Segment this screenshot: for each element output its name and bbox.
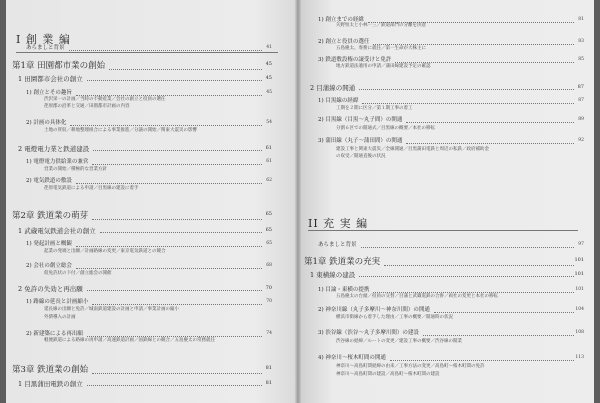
toc-page-number: 83 [578, 39, 584, 44]
toc-page-number: 41 [266, 45, 272, 50]
toc-page-number: 92 [578, 138, 584, 143]
toc-page-number: 97 [578, 242, 584, 247]
toc-entry-title: 3) 渋谷線（渋谷～丸子多摩川間）の建設 [318, 330, 419, 336]
toc-leader [87, 384, 262, 386]
toc-entry-title: 1 武蔵電気鉄道会社の創立 [18, 227, 96, 235]
toc-entry-title: 五島慶太、専務に就任／第一生命が大株主に [336, 46, 426, 51]
toc-page-number: 61 [265, 145, 272, 151]
toc-leader [76, 267, 262, 269]
toc-entry-title: 2) 電気鉄道の敷設 [26, 178, 72, 184]
toc-page-number: 101 [575, 287, 584, 292]
toc-page-number: 45 [265, 75, 272, 81]
toc-leader [76, 94, 262, 96]
toc-entry-title: 2) 神奈川線（丸子多摩川～神奈川間）の開通 [318, 307, 430, 313]
toc-leader [361, 246, 574, 248]
toc-entry-title: 2) 創立と役員の選任 [318, 39, 370, 45]
toc-entry-title: 第3章 鉄道業の創始 [12, 365, 89, 375]
toc-entry-title: 横浜市街線から着手した理由／工事の概要／開通時の状況 [336, 315, 453, 320]
toc-entry-title: 2) 目黒線（目黒～丸子間）の開通 [318, 117, 403, 123]
toc-page-number: 89 [578, 117, 584, 122]
toc-page-number: 70 [266, 299, 272, 304]
toc-page-number: 70 [265, 285, 272, 291]
toc-leader [100, 231, 262, 233]
toc-entry-title: 建設工事と関東大震災／全線開通／目黒蒲田電鉄と周辺の私鉄／政府補助金 [336, 147, 489, 152]
toc-page-number: 61 [266, 159, 272, 164]
toc-page-number: 101 [574, 257, 584, 263]
toc-entry-title: 神奈川～高島町間の建設／高島町～桜木町間の建設 [336, 372, 440, 377]
toc-leader [92, 303, 262, 305]
toc-entry-title: 矢野恒太と小林一三／鉄道部門の分離を決意 [336, 23, 426, 28]
toc-entry-title: 1 東横線の建設 [310, 271, 356, 279]
toc-entry-title: あらましと背景 [26, 45, 65, 51]
toc-page-number: 62 [266, 178, 272, 183]
toc-entry-title: 五島慶太の台頭／役員の交替／目蒲と武蔵電鉄の合併／両社の変更と本社の移転 [336, 294, 498, 299]
toc-page-number: 87 [577, 84, 584, 90]
toc-page-number: 65 [265, 211, 272, 217]
toc-entry-title: 第1章 田園都市業の創始 [12, 61, 106, 71]
toc-leader [92, 218, 262, 220]
book-gutter [295, 0, 301, 403]
toc-leader [92, 372, 262, 374]
toc-entry-title: 荏原郡の沿革と交通／田園都市計画の内容 [44, 104, 130, 109]
toc-entry-title: 3) 蒲田線（丸子～蒲田間）の開通 [318, 138, 403, 144]
toc-entry-title: 第1章 鉄道業の充実 [304, 257, 381, 267]
toc-entry-title: 1 目黒蒲田電鉄の創立 [18, 380, 83, 388]
toc-leader [390, 359, 574, 361]
toc-leader [373, 43, 574, 45]
toc-leader [434, 311, 574, 313]
toc-entry-title: の収受／開通直後の状況 [336, 154, 386, 159]
toc-entry-title: 3) 鉄道敷設権の譲受けと免許 [318, 57, 392, 63]
toc-page-number: 81 [578, 17, 584, 22]
toc-entry-title: 軽便鉄道による路線の再申請／高速鉄道計画／国鉄線との競合／五島慶太の常務就任 [44, 338, 215, 343]
toc-leader [395, 61, 574, 63]
toc-page-number: 104 [575, 307, 584, 312]
toc-page-number: 74 [266, 331, 272, 336]
left-page [6, 0, 298, 403]
toc-leader [92, 163, 262, 165]
toc-entry-title: 工期を２期に区分／第１期工事の着工 [336, 106, 413, 111]
toc-entry-title: 1) 創立とその趣旨 [26, 90, 72, 96]
toc-entry-title: 1) 発起計画と概観 [26, 241, 72, 247]
toc-leader [76, 182, 262, 184]
toc-leader [359, 88, 574, 90]
toc-entry-title: 外債導入の計画 [44, 315, 76, 320]
toc-entry-title: 4) 神奈川～桜木町間の開通 [318, 355, 386, 361]
toc-entry-title: 1) 創立までの経緯 [318, 17, 364, 23]
section-divider [308, 230, 578, 231]
toc-entry-title: 仮免許状の下付／創立総会の開催 [44, 271, 112, 276]
toc-entry-title: 2 免許の失効と再出願 [18, 285, 83, 293]
toc-page-number: 45 [265, 61, 272, 67]
toc-leader [406, 142, 574, 144]
book-spread [6, 0, 594, 403]
toc-page-number: 68 [266, 263, 272, 268]
toc-page-number: 54 [266, 120, 272, 125]
toc-entry-title: 土地の買収／耕地整理組合による事業推進／分譲の開始／関東大震災の影響 [44, 128, 197, 133]
toc-entry-title: 営業の開始／積極的な営業方針 [44, 167, 107, 172]
toc-entry-title: 第2章 鉄道業の萌芽 [12, 211, 89, 221]
toc-entry-title: 神奈川～高島町間経緯の由来／工事方法の変更／高島町～桜木町間の免許 [336, 364, 485, 369]
toc-leader [423, 334, 574, 336]
toc-leader [87, 335, 262, 337]
toc-entry-title: 地方鉄道法適用の申請／蒲田線建設予定の確認 [336, 64, 431, 69]
toc-page-number: 81 [265, 365, 272, 371]
toc-leader [87, 79, 262, 81]
toc-page-number: 87 [578, 98, 584, 103]
toc-page-number: 113 [575, 355, 584, 360]
toc-entry-title: II 充 実 編 [308, 217, 369, 230]
toc-leader [384, 264, 574, 266]
toc-entry-title: 1) 目論・東横の提携 [318, 287, 370, 293]
toc-page-number: 65 [266, 241, 272, 246]
toc-leader [76, 245, 262, 247]
toc-entry-title: 1) 路線の延長と計画縮小 [26, 299, 89, 305]
toc-leader [373, 291, 574, 293]
toc-leader [109, 68, 262, 70]
toc-page-number: 65 [265, 227, 272, 233]
right-page [298, 0, 594, 403]
toc-entry-title: 1 田園都市会社の創立 [18, 75, 83, 83]
toc-entry-title: I 創 業 編 [16, 33, 71, 46]
toc-entry-title: 分割６区での開通式／目黒線の概要／本社の移転 [336, 126, 435, 131]
toc-entry-title: 2 電燈電力業と鉄道建設 [18, 145, 90, 153]
toc-entry-title: 荏原電気鉄道による申請／目黒線の建設に着手 [44, 186, 139, 191]
toc-page-number: 45 [266, 90, 272, 95]
toc-leader [87, 289, 262, 291]
toc-entry-title: 2) 会社の創立総会 [26, 263, 72, 269]
toc-leader [362, 102, 574, 104]
toc-entry-title: 起業の発端と出願／計画路線の変更／東京電気鉄道との競合 [44, 249, 166, 254]
toc-leader [69, 49, 262, 51]
toc-leader [359, 275, 574, 277]
toc-entry-title: 1) 目黒線の経緯 [318, 98, 359, 104]
toc-entry-title: 2 目蒲線の開通 [310, 84, 356, 92]
toc-page-number: 81 [265, 380, 272, 386]
toc-leader [406, 121, 574, 123]
section-divider [16, 52, 278, 53]
toc-leader [93, 149, 262, 151]
toc-entry-title: あらましと背景 [318, 242, 357, 248]
toc-entry-title: 2) 新建築による再出願 [26, 331, 83, 337]
toc-page-number: 85 [578, 57, 584, 62]
toc-entry-title: 渋沢栄一の計画／当時の不動産業／会社の創立と役員の選任 [44, 97, 166, 102]
toc-entry-title: 1) 電燈電力供給業の兼営 [26, 159, 89, 165]
toc-page-number: 108 [575, 330, 584, 335]
toc-entry-title: 2) 計画の具体化 [26, 120, 67, 126]
toc-entry-title: 渋谷線の経緯／ルートの変更／建設工事の概要／渋谷線の開業 [336, 339, 462, 344]
toc-page-number: 101 [574, 271, 584, 277]
toc-entry-title: 延長線の出願と免許／城南鉄道建設の計画と申請／事業計画の縮小 [44, 307, 179, 312]
toc-leader [70, 124, 262, 126]
